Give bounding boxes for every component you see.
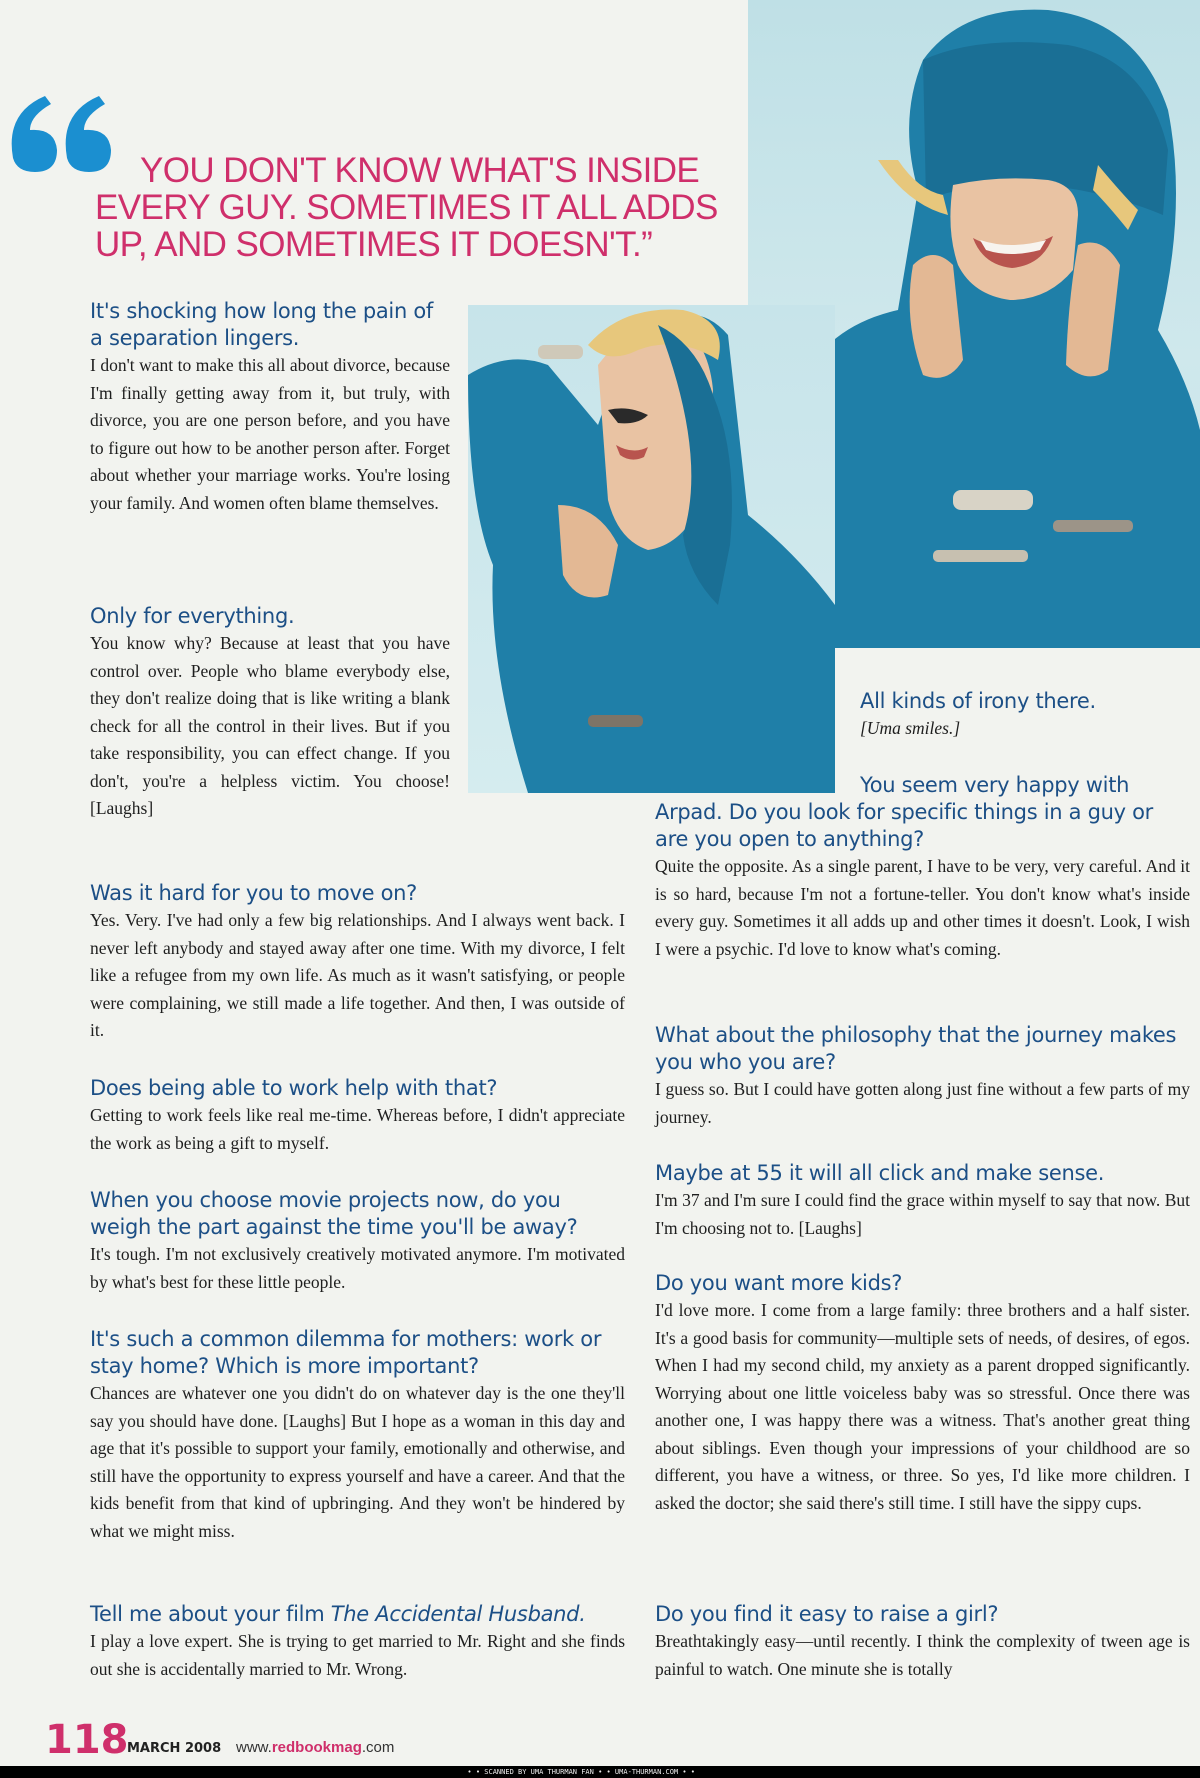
photo-portrait-middle xyxy=(468,305,835,793)
url-brand: redbookmag xyxy=(271,1739,362,1756)
qa-block xyxy=(90,298,450,517)
answer-text: It's tough. I'm not exclusively creatively motivated anymore. I'm motivated by what's best for these little people. xyxy=(90,1244,625,1292)
answer-text: I'm 37 and I'm sure I could find the grace within myself to say that now. But I'm choosing not to. [Laughs] xyxy=(655,1190,1190,1238)
answer-text: Yes. Very. I've had only a few big relationships. And I always went back. I never left anybody and stayed away after one time. With my divorce, I felt like a refugee from my own life. As much as it wasn't satisfying, or people were complaining, we still made a life together. And then, I was outside of it. xyxy=(90,910,625,1040)
qa-block xyxy=(655,772,1190,963)
answer-text: I don't want to make this all about divorce, because I'm finally getting away from it, but truly, with divorce, you are one person before, and you have to figure out how to be another person after. Forget about whether your marriage works. You're losing your family. And women often blame themselves. xyxy=(90,355,450,513)
pull-quote-line: UP, AND SOMETIMES IT DOESN'T.” xyxy=(95,225,653,264)
answer-text: Getting to work feels like real me-time. Whereas before, I didn't appreciate the work as being a gift to myself. xyxy=(90,1105,625,1153)
url-suffix: .com xyxy=(361,1739,395,1756)
pull-quote-line: EVERY GUY. SOMETIMES IT ALL ADDS xyxy=(95,188,718,227)
pull-quote xyxy=(95,152,735,263)
website-link[interactable] xyxy=(236,1739,394,1756)
question-heading: It's shocking how long the pain of a separation lingers. xyxy=(90,299,433,350)
question-heading: All kinds of irony there. xyxy=(860,689,1096,713)
question-heading: When you choose movie projects now, do you weigh the part against the time you'll be away? xyxy=(90,1188,578,1239)
question-heading xyxy=(90,1601,625,1628)
question-heading: Do you find it easy to raise a girl? xyxy=(655,1602,999,1626)
answer-text: I play a love expert. She is trying to get married to Mr. Right and she finds out she is accidentally married to Mr. Wrong. xyxy=(90,1631,625,1679)
qa-block xyxy=(90,880,625,1045)
question-heading: Maybe at 55 it will all click and make sense. xyxy=(655,1161,1105,1185)
answer-text: Breathtakingly easy—until recently. I think the complexity of tween age is painful to watch. One minute she is totally xyxy=(655,1631,1190,1679)
page-number: 118 xyxy=(45,1717,129,1763)
answer-text: Chances are whatever one you didn't do on whatever day is the one they'll say you should have done. [Laughs] But I hope as a woman in this day and age that it's possible to support your family, emotionally and otherwise, and still have the opportunity to express yourself and have a career. And that the kids benefit from that kind of upbringing. And they won't be hindered by what we might miss. xyxy=(90,1383,625,1541)
question-heading: Do you want more kids? xyxy=(655,1271,903,1295)
qa-block xyxy=(655,1022,1190,1131)
qa-block xyxy=(655,1160,1190,1242)
qa-block xyxy=(655,1601,1190,1683)
qa-block xyxy=(90,1326,625,1545)
question-heading: What about the philosophy that the journey makes you who you are? xyxy=(655,1023,1177,1074)
answer-text: You know why? Because at least that you have control over. People who blame everybody else, they don't realize doing that is like writing a blank check for all the control in their lives. But if you take responsibility, you can effect change. If you don't, you're a helpless victim. You choose! [Laughs] xyxy=(90,633,450,818)
answer-text: [Uma smiles.] xyxy=(860,718,961,738)
qa-block xyxy=(90,1187,625,1296)
scan-credit-bar: • • SCANNED BY UMA THURMAN FAN • • UMA-THURMAN.COM • • xyxy=(0,1766,1200,1778)
question-heading: It's such a common dilemma for mothers: work or stay home? Which is more important? xyxy=(90,1327,602,1378)
question-heading: You seem very happy with Arpad. Do you look for specific things in a guy or are you open to anything? xyxy=(655,773,1153,851)
question-heading: Only for everything. xyxy=(90,604,295,628)
qa-block xyxy=(860,688,1180,743)
question-prefix: Tell me about your film xyxy=(90,1602,331,1626)
qa-block xyxy=(90,603,450,823)
film-title: The Accidental Husband. xyxy=(330,1602,586,1626)
question-heading: Was it hard for you to move on? xyxy=(90,881,417,905)
pull-quote-line: YOU DON'T KNOW WHAT'S INSIDE xyxy=(140,151,700,190)
answer-text: I'd love more. I come from a large family: three brothers and a half sister. It's a good basis for community—multiple sets of needs, of desires, of egos. When I had my second child, my anxiety as a parent dropped significantly. Worrying about one little voiceless baby was so stressful. Once there was another one, I was happy there was a witness. That's another great thing about siblings. Even though your impressions of your childhood are so different, you have a witness, or three. So yes, I'd like more children. I asked the doctor; she said there's still time. I still have the sippy cups. xyxy=(655,1300,1190,1513)
woman-in-hoodie-illustration xyxy=(468,305,835,793)
qa-block xyxy=(655,1270,1190,1517)
answer-text: I guess so. But I could have gotten along just fine without a few parts of my journey. xyxy=(655,1079,1190,1127)
issue-date: MARCH 2008 xyxy=(127,1741,222,1756)
url-prefix: www. xyxy=(236,1739,272,1756)
qa-block xyxy=(90,1075,625,1157)
answer-text: Quite the opposite. As a single parent, I have to be very, very careful. And it is so hard, because I'm not a fortune-teller. You don't know what's inside every guy. Sometimes it all adds up and other times it doesn't. Look, I wish I were a psychic. I'd love to know what's coming. xyxy=(655,856,1190,959)
question-heading: Does being able to work help with that? xyxy=(90,1076,498,1100)
qa-block xyxy=(90,1601,625,1683)
